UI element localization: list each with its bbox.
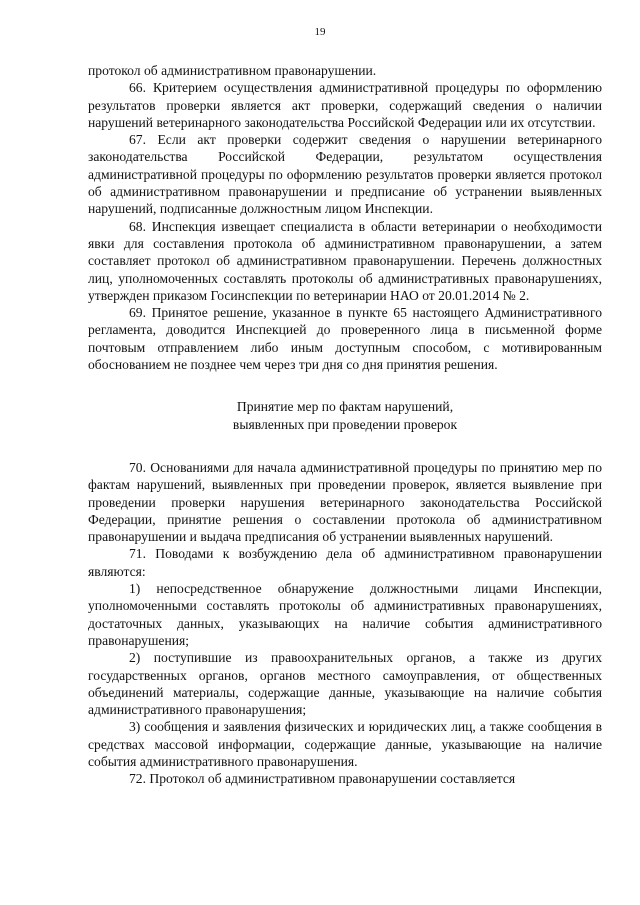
list-item-2: 2) поступившие из правоохранительных органов, а также из других государственных органов, органов местного самоуправления, от общественных объединений материалы, содержащие данные, указывающие на наличие события административного правонарушения; <box>88 650 602 718</box>
paragraph: протокол об административном правонарушении. <box>88 63 377 78</box>
section-heading <box>88 398 602 433</box>
paragraph-66: 66. Критерием осуществления административной процедуры по оформлению результатов проверки является акт проверки, содержащий сведения о наличии нарушений ветеринарного законодательства Российской Федерации или их отсутствии. <box>88 80 602 130</box>
paragraph-70: 70. Основаниями для начала административной процедуры по принятию мер по фактам нарушений, выявленных при проведении проверок, является выявление при проведении проверки нарушения ветеринарного законодательства Российской Федерации, принятие решения о составлении протокола об административном правонарушении и выдача предписания об устранении выявленных нарушений. <box>88 459 602 545</box>
list-item-1: 1) непосредственное обнаружение должностными лицами Инспекции, уполномоченными составлять протоколы об административных правонарушениях, достаточных данных, указывающих на наличие события административного правонарушения; <box>88 581 602 648</box>
list-item-3: 3) сообщения и заявления физических и юридических лиц, а также сообщения в средствах массовой информации, содержащие данные, указывающие на наличие события административного правонарушения. <box>88 719 602 769</box>
paragraph-67: 67. Если акт проверки содержит сведения о нарушении ветеринарного законодательства Российской Федерации, результатом осуществления административной процедуры по оформлению результатов проверки является протокол об административном правонарушении и предписание об устранении выявленных нарушений, подписанные должностным лицом Инспекции. <box>88 132 602 217</box>
page-number: 19 <box>314 26 326 38</box>
document-body <box>88 62 602 788</box>
paragraph-68: 68. Инспекция извещает специалиста в области ветеринарии о необходимости явки для составления протокола об административном правонарушении, а затем составляет протокол об административном правонарушении. Перечень должностных лиц, уполномоченных составлять протоколы об административных правонарушениях, утвержден приказом Госинспекции по ветеринарии НАО от 20.01.2014 № 2. <box>88 218 602 303</box>
paragraph-71: 71. Поводами к возбуждению дела об административном правонарушении являются: <box>88 546 602 579</box>
section-heading-line-1: Принятие мер по фактам нарушений, <box>236 399 454 415</box>
paragraph-72: 72. Протокол об административном правонарушении составляется <box>129 771 516 787</box>
section-heading-line-2: выявленных при проведении проверок <box>232 416 458 432</box>
paragraph-69: 69. Принятое решение, указанное в пункте 65 настоящего Административного регламента, доводится Инспекцией до проверенного лица в письменной форме почтовым отправлением либо иным доступным способом, с мотивированным обоснованием не позднее чем через три дня со дня принятия решения. <box>88 305 602 373</box>
